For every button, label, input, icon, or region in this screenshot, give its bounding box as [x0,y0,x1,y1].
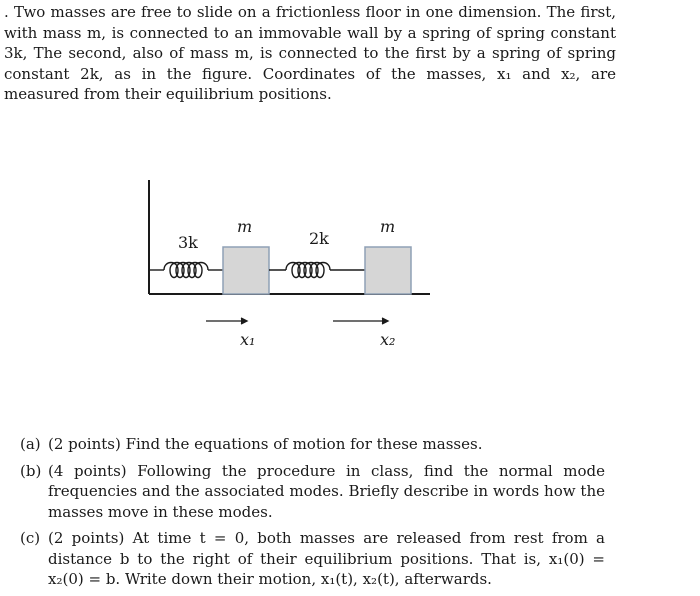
problem-intro-text: Two masses are free to slide on a frictionless floor in one dimension. The first, with mass m, is connected to an immovable wall by a spring of spring constant 3k, The second, also of mass m, is connected to the first by a spring of spring constant 2k, as in the figure. Coordinates of the masses, x₁ and x₂, are measured from their equilibrium positions. [4,3,616,103]
question-part-b [20,461,605,523]
part-c-label: (c) [20,529,41,547]
mass-1-label: m [237,217,253,236]
x2-arrow [333,318,388,324]
mass-1-block [223,247,269,294]
spring-2 [269,263,365,278]
spring-1 [149,263,223,278]
question-parts [20,434,605,596]
problem-statement [4,2,616,105]
part-b-label: (b) [20,461,42,480]
spring-1-label: 3k [178,233,198,252]
part-a-text: (2 points) Find the equations of motion for these masses. [48,435,483,453]
x1-arrow [206,318,247,324]
x2-label: x₂ [380,330,396,349]
part-b-text: (4 points) Following the procedure in class, find the normal mode frequencies and the associated modes. Briefly describe in words how the masses move in these modes. [48,461,605,521]
question-part-c [20,528,605,590]
spring-2-label: 2k [309,229,329,248]
spring-mass-figure [140,174,440,364]
mass-2-block [365,247,411,294]
x1-label: x₁ [240,330,256,349]
problem-marker: . [4,3,9,21]
question-part-a [20,434,605,455]
spring-mass-diagram [140,174,440,364]
part-a-label: (a) [20,435,41,453]
mass-2-label: m [380,217,396,236]
part-c-text: (2 points) At time t = 0, both masses are released from rest from a distance b to the right of their equilibrium positions. That is, x₁(0) = x₂(0) = b. Write down their motion, x₁(t), x₂(t), afterwards. [48,529,605,588]
